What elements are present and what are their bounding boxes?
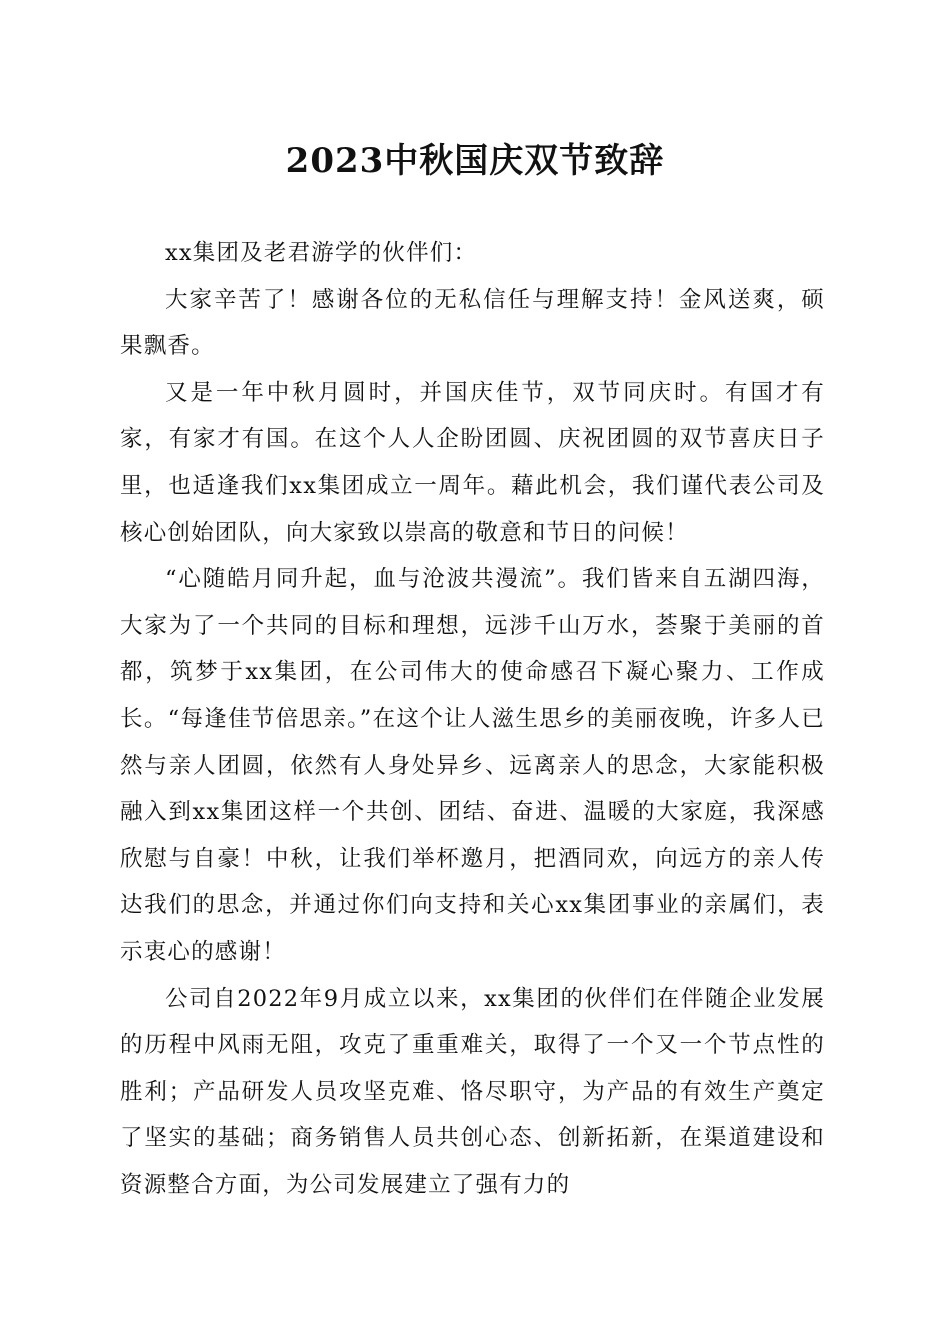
- paragraph-thanks: 大家辛苦了！感谢各位的无私信任与理解支持！金风送爽，硕果飘香。: [120, 286, 825, 360]
- paragraph-homesick: “心随皓月同升起，血与沧波共漫流”。我们皆来自五湖四海，大家为了一个共同的目标和理想，远涉千山万水，荟聚于美丽的首都，筑梦于xx集团，在公司伟大的使命感召下凝心聚力、工作成长。“每逢佳节倍思亲。”在这个让人滋生思乡的美丽夜晚，许多人已然与亲人团圆，依然有人身处异乡、远离亲人的思念，大家能积极融入到xx集团这样一个共创、团结、奋进、温暖的大家庭，我深感欣慰与自豪！中秋，让我们举杯邀月，把酒同欢，向远方的亲人传达我们的思念，并通过你们向支持和关心xx集团事业的亲属们，表示衷心的感谢！: [120, 566, 825, 965]
- document-body: [120, 230, 825, 1208]
- paragraph-achievements: 公司自2022年9月成立以来，xx集团的伙伴们在伴随企业发展的历程中风雨无阻，攻克了重重难关，取得了一个又一个节点性的胜利；产品研发人员攻坚克难、恪尽职守，为产品的有效生产奠定了坚实的基础；商务销售人员共创心态、创新拓新，在渠道建设和资源整合方面，为公司发展建立了强有力的: [120, 985, 825, 1198]
- document-title: 2023中秋国庆双节致辞: [285, 141, 665, 181]
- greeting-paragraph: xx集团及老君游学的伙伴们：: [165, 240, 478, 266]
- paragraph-festival: 又是一年中秋月圆时，并国庆佳节，双节同庆时。有国才有家，有家才有国。在这个人人企盼团圆、庆祝团圆的双节喜庆日子里，也适逢我们xx集团成立一周年。藉此机会，我们谨代表公司及核心创始团队，向大家致以崇高的敬意和节日的问候！: [120, 379, 825, 546]
